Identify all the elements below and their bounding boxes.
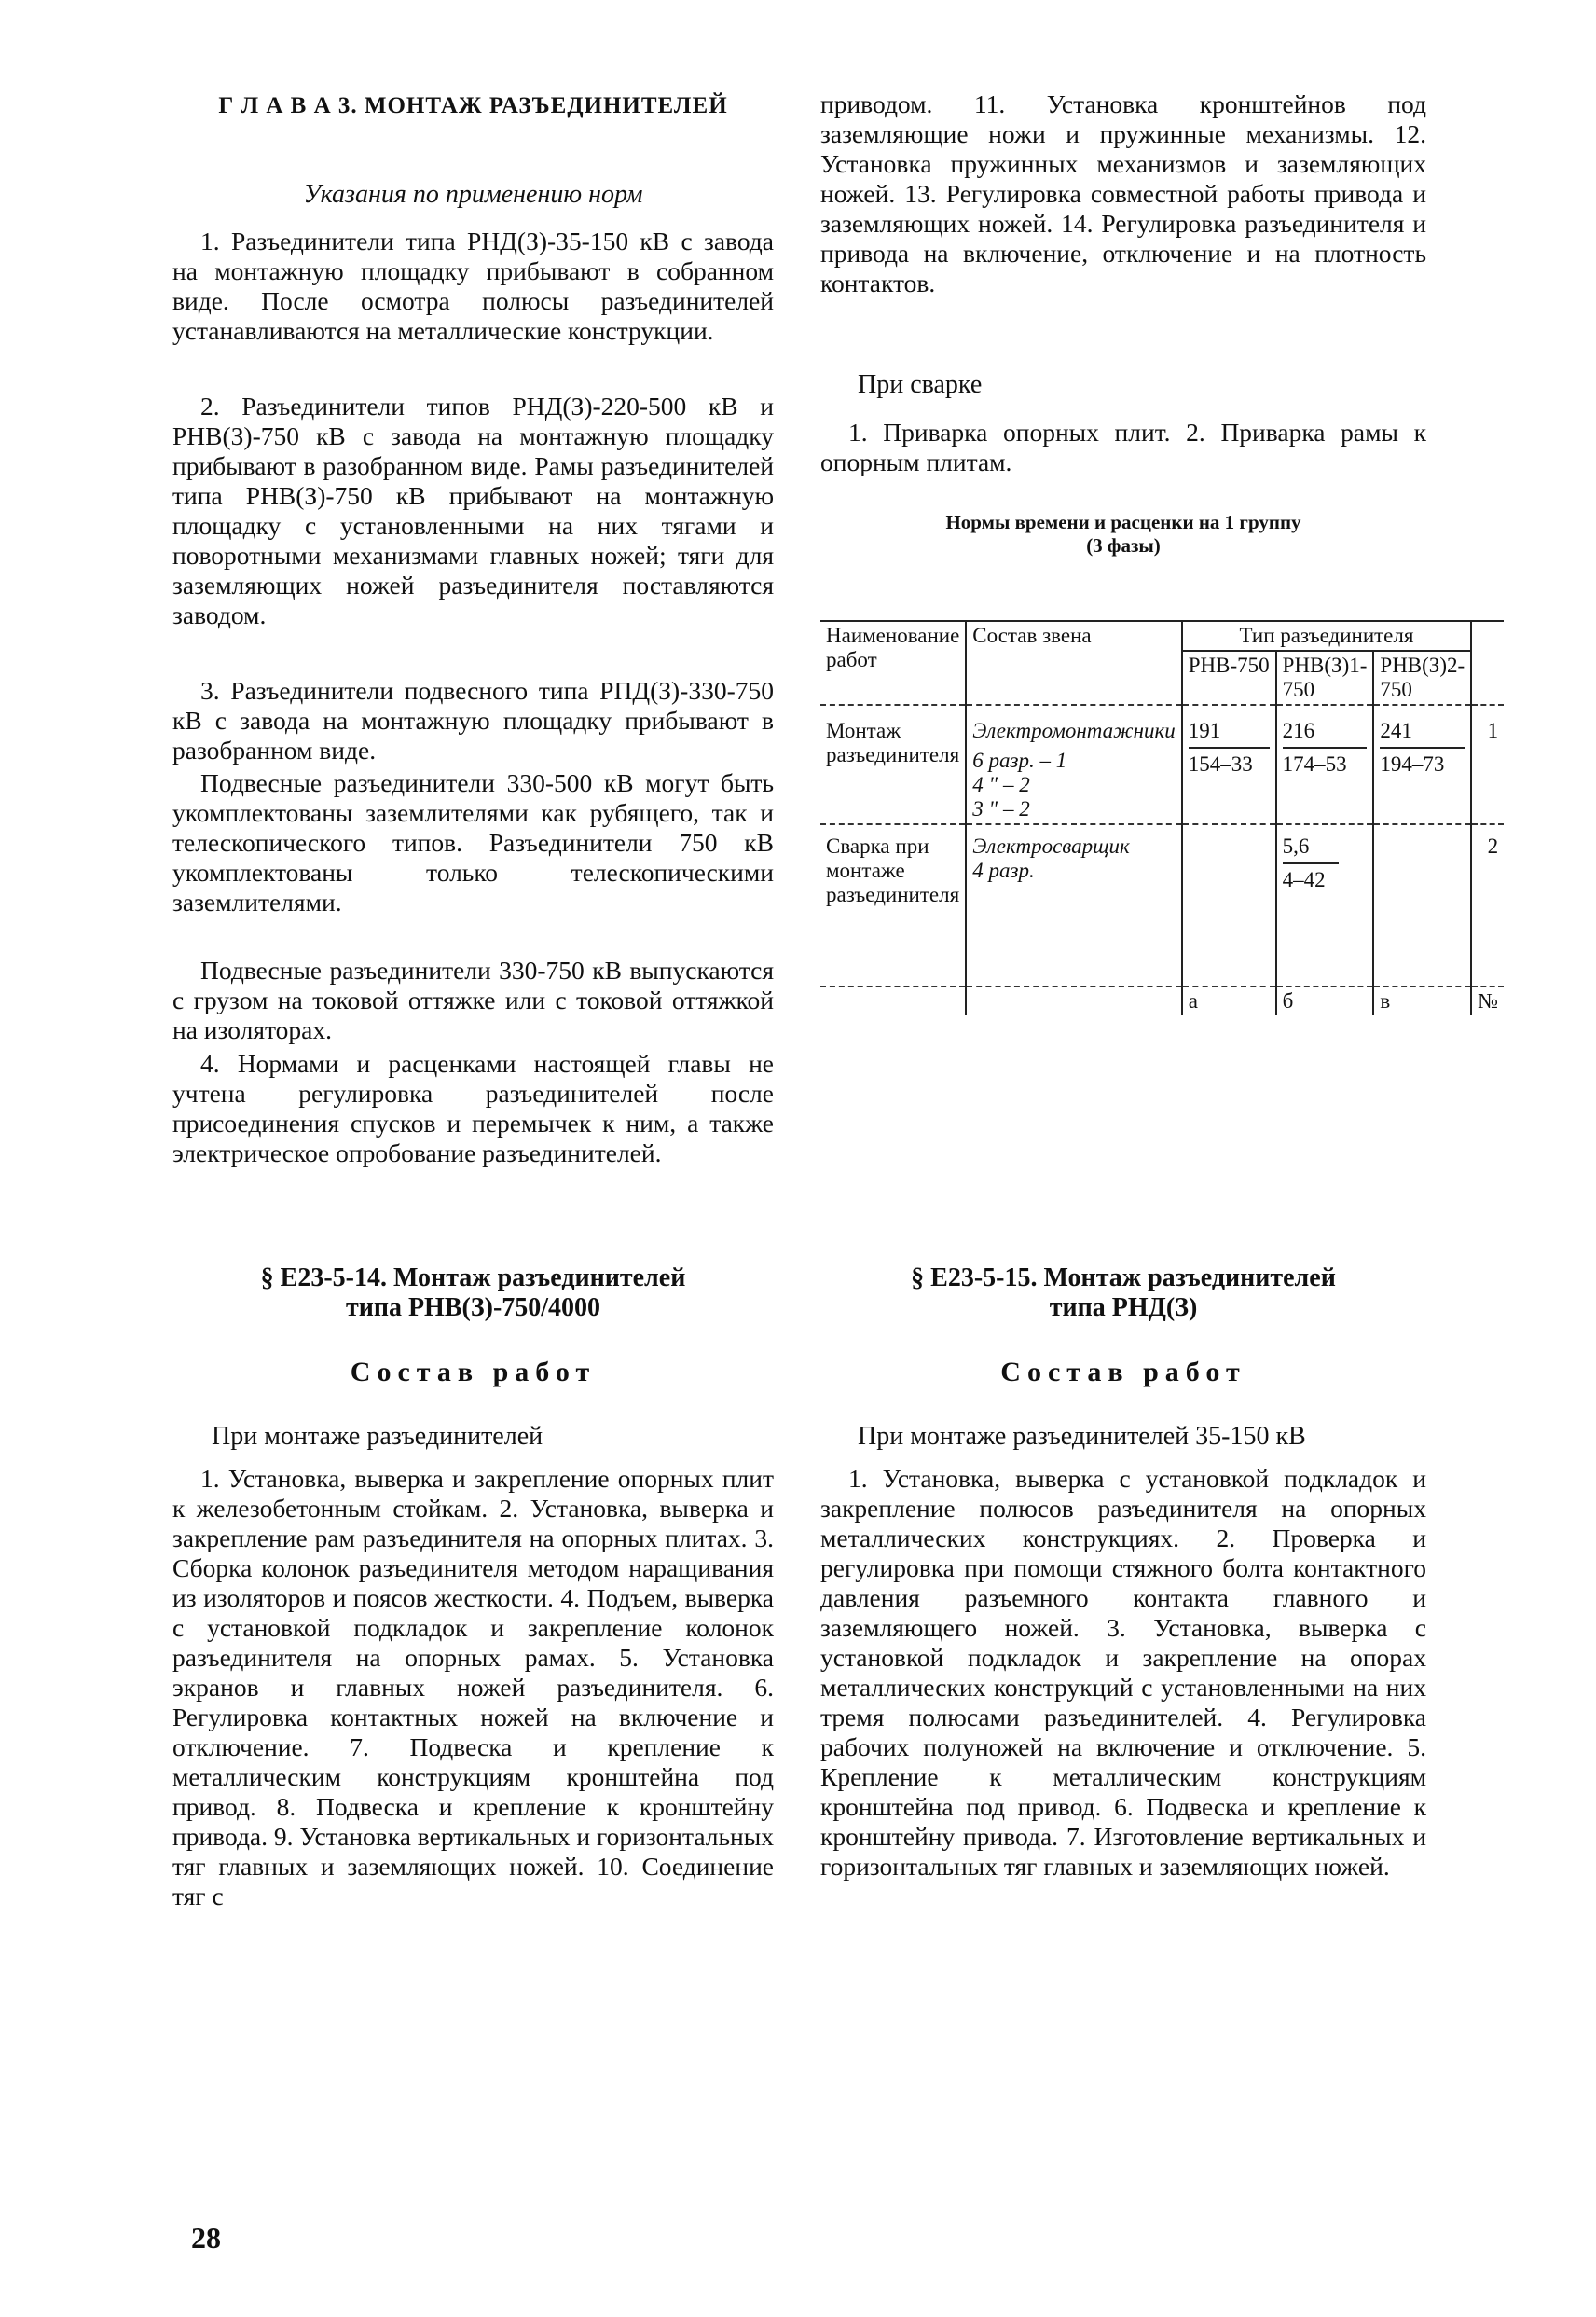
row-1-crew-line-2: 4 " – 2 <box>972 773 1030 796</box>
norms-paragraph-3: 3. Разъединители подвесного типа РПД(З)-330-750 кВ с завода на монтажную площадку прибывают в разобранном виде. <box>172 676 774 765</box>
table-header-row <box>820 621 1504 651</box>
row-1-norm-c: 241 <box>1380 719 1465 749</box>
header-type-3: РНВ(З)2-750 <box>1373 651 1471 705</box>
norms-paragraph-2: 2. Разъединители типов РНД(З)-220-500 кВ и РНВ(З)-750 кВ с завода на монтажную площадку прибывают в разобранном виде. Рамы разъединителей типа РНВ(З)-750 кВ прибывают на монтажную площадку с установленными на них тягами и поворотными механизмами главных ножей; тяги для заземляющих ножей разъединителя поставляются заводом. <box>172 392 774 629</box>
header-type-2: РНВ(З)1-750 <box>1276 651 1374 705</box>
row-2-num: 2 <box>1471 824 1504 986</box>
section-14-title-line2: типа РНВ(З)-750/4000 <box>345 1293 601 1322</box>
welding-heading: При сварке <box>858 370 983 399</box>
page-number: 28 <box>191 2221 221 2255</box>
norms-paragraph-1: 1. Разъединители типа РНД(З)-35-150 кВ с завода на монтажную площадку прибывают в собранном виде. После осмотра полюсы разъединителей устанавливаются на металлические конструкции. <box>172 227 774 345</box>
footer-num: № <box>1471 986 1504 1015</box>
footer-c: в <box>1373 986 1471 1015</box>
header-type-1: РНВ-750 <box>1182 651 1276 705</box>
table-caption <box>820 511 1426 558</box>
row-1-rate-c: 194–73 <box>1380 752 1445 776</box>
row-2-rate-b: 4–42 <box>1282 868 1326 891</box>
table-caption-line2: (3 фазы) <box>1086 534 1161 557</box>
norms-paragraph-6: 4. Нормами и расценками настоящей главы не учтена регулировка разъединителей после присоединения спусков и перемычек к ним, а также электрическое опробование разъединителей. <box>172 1049 774 1167</box>
chapter-title: Г Л А В А 3. МОНТАЖ РАЗЪЕДИНИТЕЛЕЙ <box>218 93 728 118</box>
footer-b: б <box>1276 986 1374 1015</box>
row-1-norm-a: 191 <box>1189 719 1270 749</box>
header-type: Тип разъединителя <box>1182 621 1471 651</box>
section-15-title-line1: § Е23-5-15. Монтаж разъединителей <box>911 1263 1336 1292</box>
norms-heading: Указания по применению норм <box>303 180 643 209</box>
norms-table <box>820 620 1504 1015</box>
norms-paragraph-5: Подвесные разъединители 330-750 кВ выпускаются с грузом на токовой оттяжке или с токовой оттяжкой на изоляторах. <box>172 956 774 1044</box>
section-15-title-line2: типа РНД(З) <box>1049 1293 1198 1322</box>
section-14-work-subtitle: При монтаже разъединителей <box>212 1422 543 1451</box>
row-2-norm-b: 5,6 <box>1283 834 1339 864</box>
row-1-name: Монтаж разъединителя <box>826 719 960 766</box>
row-1-norm-b: 216 <box>1283 719 1368 749</box>
section-15-work-subtitle: При монтаже разъединителей 35-150 кВ <box>858 1422 1306 1451</box>
row-2-crew-line-1: 4 разр. <box>972 859 1035 882</box>
row-2-crew-title: Электросварщик <box>972 834 1130 858</box>
row-2-name: Сварка при монтаже разъединителя <box>826 834 960 906</box>
row-1-rate-b: 174–53 <box>1282 752 1347 776</box>
row-1-crew <box>966 705 1181 824</box>
table-caption-line1: Нормы времени и расценки на 1 группу <box>945 511 1301 533</box>
row-1-num: 1 <box>1471 705 1504 824</box>
welding-text: 1. Приварка опорных плит. 2. Приварка рамы к опорным плитам. <box>820 418 1426 476</box>
continued-text: приводом. 11. Установка кронштейнов под заземляющие ножи и пружинные механизмы. 12. Установка пружинных механизмов и заземляющих ножей. 13. Регулировка совместной работы привода и заземляющих ножей. 14. Регулировка разъединителя и привода на включение, отключение и на плотность контактов. <box>820 90 1426 297</box>
row-1-crew-line-1: 6 разр. – 1 <box>972 749 1067 772</box>
table-row <box>820 824 1504 986</box>
norms-paragraph-4: Подвесные разъединители 330-500 кВ могут быть укомплектованы заземлителями как рубящего, так и телескопического типов. Разъединители 750 кВ укомплектованы только телескопическими заземлителями. <box>172 768 774 917</box>
footer-a: а <box>1182 986 1276 1015</box>
row-2-crew <box>966 824 1181 986</box>
table-row <box>820 705 1504 824</box>
section-15-work-title: Состав работ <box>1000 1357 1246 1387</box>
section-14-title <box>172 1263 774 1323</box>
row-1-crew-line-3: 3 " – 2 <box>972 797 1030 821</box>
section-14-work-title: Состав работ <box>350 1357 597 1387</box>
section-15-title <box>820 1263 1426 1323</box>
section-14-work-text: 1. Установка, выверка и закрепление опорных плит к железобетонным стойкам. 2. Установка, выверка и закрепление рам разъединителя на опорных плитах. 3. Сборка колонок разъединителя методом наращивания из изоляторов и поясов жесткости. 4. Подъем, выверка с установкой подкладок и закрепление колонок разъединителя на опорных рамах. 5. Установка экранов и главных ножей разъединителя. 6. Регулировка контактных ножей на включение и отключение. 7. Подвеска и крепление к металлическим конструкциям кронштейна под привод. 8. Подвеска и крепление к кронштейну привода. 9. Установка вертикальных и горизонтальных тяг главных и заземляющих ножей. 10. Соединение тяг с <box>172 1464 775 1910</box>
section-15-work-text: 1. Установка, выверка с установкой подкладок и закрепление полюсов разъединителя на опорных металлических конструкциях. 2. Проверка и регулировка при помощи стяжного болта контактного давления разъемного контакта главного и заземляющего ножей. 3. Установка, выверка с установкой подкладок и закрепление на опорах металлических конструкций с установленными на них тремя полюсами разъединителей. 4. Регулировка рабочих полуножей на включение и отключение. 5. Крепление к металлическим конструкциям кронштейна под привод. 6. Подвеска и крепление к кронштейну привода. 7. Изготовление вертикальных и горизонтальных тяг главных и заземляющих ножей. <box>820 1464 1426 1881</box>
header-work-name: Наименование работ <box>820 621 966 705</box>
row-1-crew-title: Электромонтажники <box>972 719 1176 742</box>
section-14-title-line1: § Е23-5-14. Монтаж разъединителей <box>260 1263 686 1292</box>
table-footer-row <box>820 986 1504 1015</box>
header-crew: Состав звена <box>966 621 1181 705</box>
row-1-rate-a: 154–33 <box>1188 752 1253 776</box>
